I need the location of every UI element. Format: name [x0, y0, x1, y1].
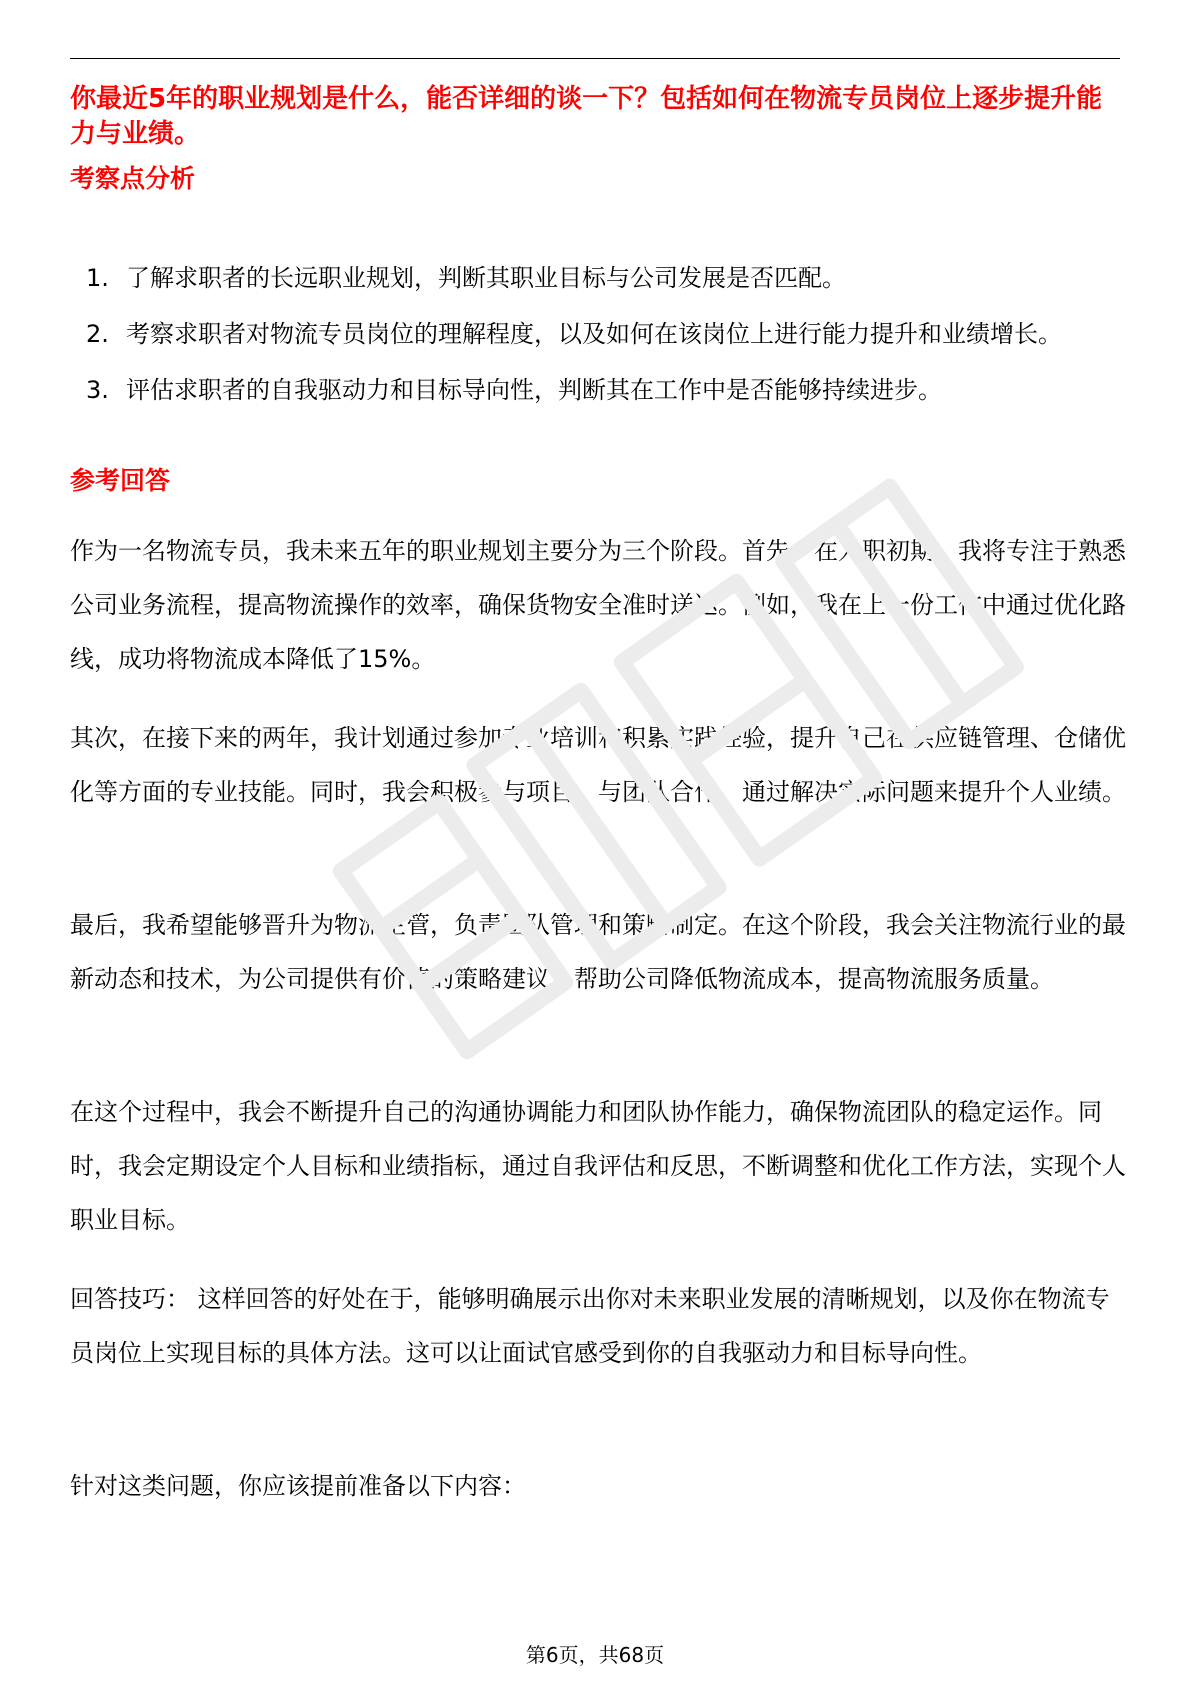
page-footer: 第6页，共68页	[525, 1643, 665, 1667]
analysis-heading: 考察点分析	[70, 164, 196, 193]
point-text: 考察求职者对物流专员岗位的理解程度，以及如何在该岗位上进行能力提升和业绩增长。	[126, 320, 1062, 348]
point-text: 了解求职者的长远职业规划，判断其职业目标与公司发展是否匹配。	[126, 264, 846, 292]
top-rule	[70, 58, 1120, 59]
point-text: 评估求职者的自我驱动力和目标导向性，判断其在工作中是否能够持续进步。	[126, 376, 942, 404]
answer-closing: 针对这类问题，你应该提前准备以下内容：	[70, 1472, 526, 1500]
answer-paragraph-4: 在这个过程中，我会不断提升自己的沟通协调能力和团队协作能力，确保物流团队的稳定运作。同时，我会定期设定个人目标和业绩指标，通过自我评估和反思，不断调整和优化工作方法，实现个人职业目标。	[70, 1098, 1126, 1234]
answer-tips: 回答技巧： 这样回答的好处在于，能够明确展示出你对未来职业发展的清晰规划，以及你在物流专员岗位上实现目标的具体方法。这可以让面试官感受到你的自我驱动力和目标导向性。	[70, 1285, 1110, 1367]
question-title: 你最近5年的职业规划是什么，能否详细的谈一下？包括如何在物流专员岗位上逐步提升能力与业绩。	[70, 84, 1103, 149]
analysis-point	[70, 250, 1130, 306]
point-number: 2.	[86, 320, 109, 348]
analysis-points	[70, 250, 1130, 418]
analysis-point	[70, 306, 1130, 362]
answer-paragraph-2: 其次，在接下来的两年，我计划通过参加专业培训和积累实践经验，提升自己在供应链管理、仓储优化等方面的专业技能。同时，我会积极参与项目，与团队合作，通过解决实际问题来提升个人业绩。	[70, 724, 1126, 806]
point-number: 1.	[86, 264, 109, 292]
answer-paragraph-1: 作为一名物流专员，我未来五年的职业规划主要分为三个阶段。首先，在入职初期，我将专注于熟悉公司业务流程，提高物流操作的效率，确保货物安全准时送达。例如，我在上一份工作中通过优化路线，成功将物流成本降低了15%。	[70, 537, 1126, 673]
answer-paragraph-3: 最后，我希望能够晋升为物流主管，负责团队管理和策略制定。在这个阶段，我会关注物流行业的最新动态和技术，为公司提供有价值的策略建议，帮助公司降低物流成本，提高物流服务质量。	[70, 911, 1126, 993]
answer-heading: 参考回答	[70, 466, 171, 495]
analysis-point	[70, 362, 1130, 418]
point-number: 3.	[86, 376, 109, 404]
